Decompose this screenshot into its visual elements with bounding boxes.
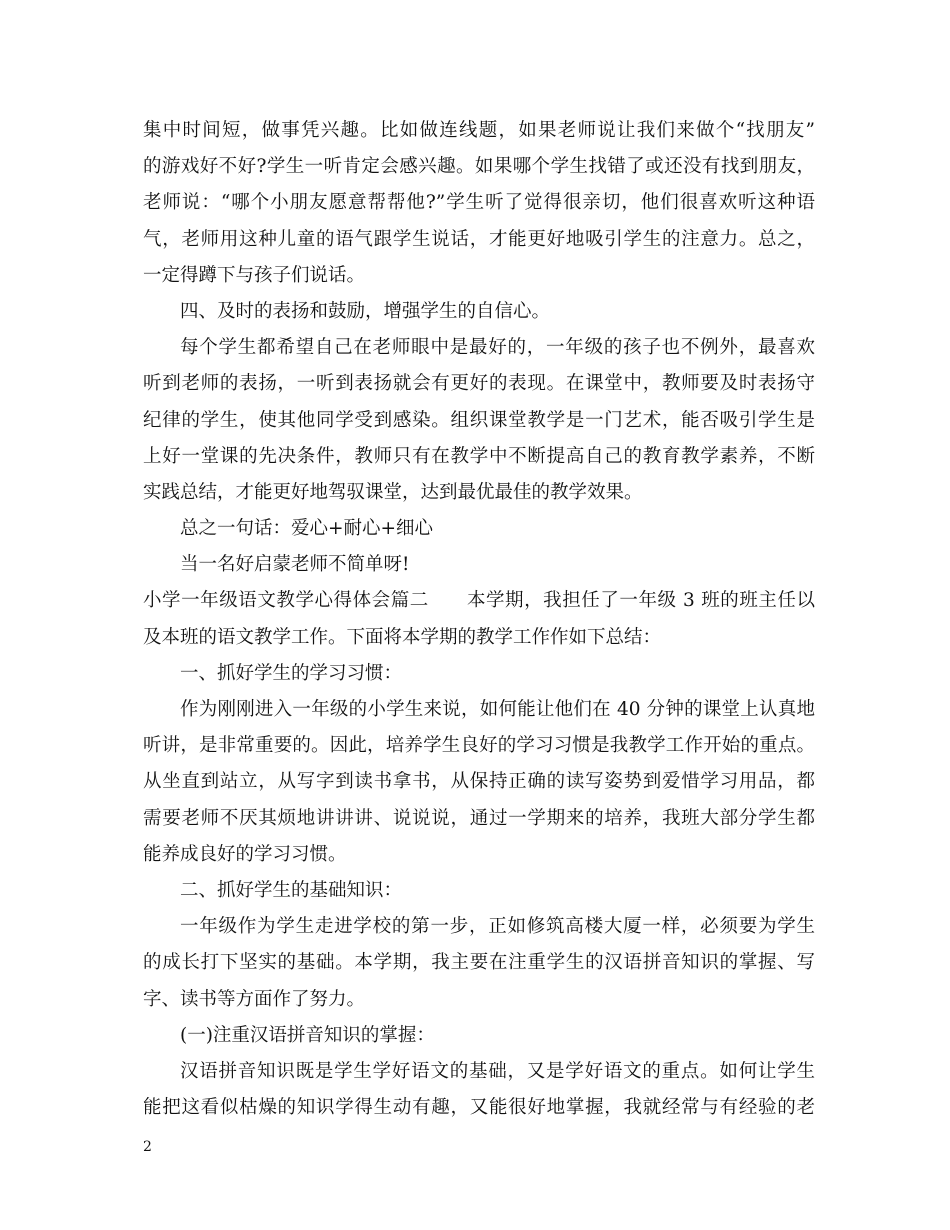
text-line-28: 能把这看似枯燥的知识学得生动有趣，又能很好地掌握，我就经常与有经验的老 xyxy=(143,1097,815,1119)
text-line-2: 的游戏好不好?学生一听肯定会感兴趣。如果哪个学生找错了或还没有找到朋友， xyxy=(143,156,815,178)
text-line-20: 需要老师不厌其烦地讲讲讲、说说说，通过一学期来的培养，我班大部分学生都 xyxy=(143,807,815,829)
text-line-9: 纪律的学生，使其他同学受到感染。组织课堂教学是一门艺术，能否吸引学生是 xyxy=(143,409,815,431)
text-line-21: 能养成良好的学习习惯。 xyxy=(143,843,347,865)
text-line-3: 老师说：“哪个小朋友愿意帮帮他?”学生听了觉得很亲切，他们很喜欢听这种语 xyxy=(143,192,815,214)
text-line-11: 实践总结，才能更好地驾驭课堂，达到最优最佳的教学效果。 xyxy=(143,481,643,503)
document-body xyxy=(143,113,815,1126)
text-line-8: 听到老师的表扬，一听到表扬就会有更好的表现。在课堂中，教师要及时表扬守 xyxy=(143,373,815,395)
subsection-heading-1: (一)注重汉语拼音知识的掌握： xyxy=(180,1024,435,1046)
text-line-25: 字、读书等方面作了努力。 xyxy=(143,988,366,1010)
text-line-23: 一年级作为学生走进学校的第一步，正如修筑高楼大厦一样，必须要为学生 xyxy=(180,916,815,938)
text-line-10: 上好一堂课的先决条件，教师只有在教学中不断提高自己的教育教学素养，不断 xyxy=(143,445,815,467)
text-line-5: 一定得蹲下与孩子们说话。 xyxy=(143,264,366,286)
text-line-24: 的成长打下坚实的基础。本学期，我主要在注重学生的汉语拼音知识的掌握、写 xyxy=(143,952,815,974)
text-line-7: 每个学生都希望自己在老师眼中是最好的，一年级的孩子也不例外，最喜欢 xyxy=(180,337,815,359)
text-line-15: 及本班的语文教学工作。下面将本学期的教学工作作如下总结： xyxy=(143,626,662,648)
article-title-line: 小学一年级语文教学心得体会篇二 本学期，我担任了一年级 3 班的班主任以 xyxy=(143,590,815,612)
closing-line: 当一名好启蒙老师不简单呀! xyxy=(180,554,410,576)
section-heading-1: 一、抓好学生的学习习惯： xyxy=(180,662,403,684)
page-number: 2 xyxy=(143,1139,152,1155)
summary-line: 总之一句话：爱心+耐心+细心 xyxy=(180,518,434,540)
section-heading-2: 二、抓好学生的基础知识： xyxy=(180,879,403,901)
text-line-4: 气，老师用这种儿童的语气跟学生说话，才能更好地吸引学生的注意力。总之， xyxy=(143,228,815,250)
text-line-1: 集中时间短，做事凭兴趣。比如做连线题，如果老师说让我们来做个“找朋友” xyxy=(143,120,815,141)
text-line-19: 从坐直到站立，从写字到读书拿书，从保持正确的读写姿势到爱惜学习用品，都 xyxy=(143,771,815,793)
section-heading-4: 四、及时的表扬和鼓励，增强学生的自信心。 xyxy=(180,300,551,322)
text-line-27: 汉语拼音知识既是学生学好语文的基础，又是学好语文的重点。如何让学生 xyxy=(180,1060,815,1082)
text-line-17: 作为刚刚进入一年级的小学生来说，如何能让他们在 40 分钟的课堂上认真地 xyxy=(180,699,815,720)
text-line-18: 听讲，是非常重要的。因此，培养学生良好的学习习惯是我教学工作开始的重点。 xyxy=(143,735,815,757)
